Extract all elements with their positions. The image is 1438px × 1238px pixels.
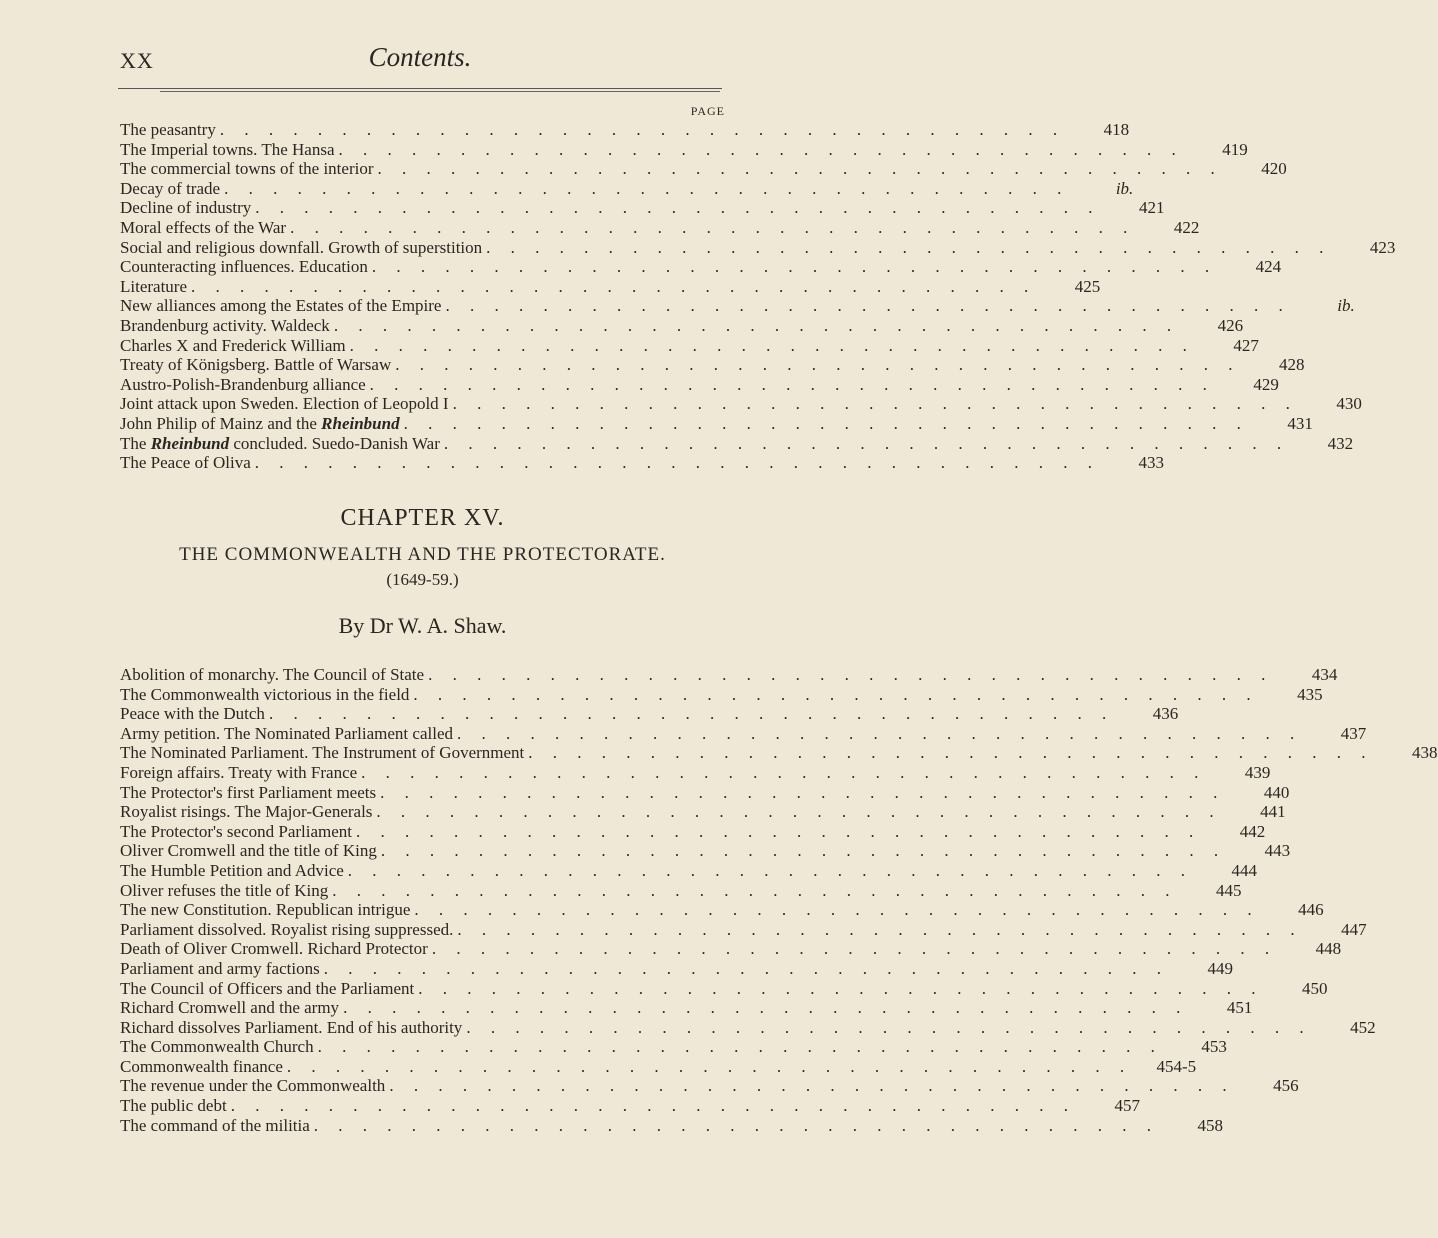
toc-entry-page: 454-5 [1156, 1056, 1197, 1076]
toc-entry-page: 452 [1350, 1017, 1376, 1037]
toc-entry [120, 139, 1248, 160]
toc-entry-title [120, 763, 357, 783]
toc-entry-title-text: The Commonwealth Church [120, 1037, 314, 1057]
toc-entry-title [120, 1018, 462, 1038]
toc-entry-page: 439 [1244, 762, 1271, 782]
toc-entry [120, 939, 1342, 959]
toc-entry [120, 919, 1367, 940]
toc-entry-title-text: Austro-Polish-Brandenburg alliance [120, 374, 366, 394]
toc-entry [120, 257, 1282, 277]
toc-entry-page: 440 [1263, 782, 1290, 802]
toc-entry [120, 217, 1200, 238]
toc-entry-title-text: Oliver refuses the title of King [120, 880, 329, 900]
toc-entry-title-text: The new Constitution. Republican intrigue [120, 900, 411, 920]
chapter-author: By Dr W. A. Shaw. [338, 613, 507, 638]
toc-entry [120, 237, 1396, 258]
toc-entry-title-text: The [120, 433, 147, 453]
dot-leader: . . . . . . . . . . . . . . . . . . . . . . . . . . . . . . . . . . . [332, 880, 1178, 900]
toc-entry-title-text: The Humble Petition and Advice [120, 860, 344, 880]
toc-entry [120, 394, 1362, 414]
toc-entry-title-text: Literature [120, 276, 188, 296]
toc-bottom [120, 665, 1438, 1135]
toc-entry-page: 436 [1152, 704, 1179, 724]
toc-entry [120, 900, 1324, 920]
toc-entry-title-text: The Peace of Oliva [120, 453, 251, 473]
toc-entry [120, 880, 1242, 901]
dot-leader: . . . . . . . . . . . . . . . . . . . . . . . . . . . . . . . . . . . [268, 704, 1115, 724]
toc-entry [120, 743, 1438, 763]
toc-entry-title-text: The command of the militia [120, 1115, 310, 1135]
dot-leader: . . . . . . . . . . . . . . . . . . . . . . . . . . . . . . . . . . . [333, 315, 1180, 335]
toc-entry-title-text: New alliances among the Estates of the Empire [120, 296, 442, 316]
dot-leader: . . . . . . . . . . . . . . . . . . . . . . . . . . . . . . . . . . . [371, 257, 1218, 277]
toc-entry-title-text: Peace with the Dutch [120, 704, 265, 724]
dot-leader: . . . . . . . . . . . . . . . . . . . . . . . . . . . . . . . . . . . [395, 355, 1241, 375]
toc-entry [120, 276, 1101, 297]
dot-leader: . . . . . . . . . . . . . . . . . . . . . . . . . . . . . . . . . . . [230, 1096, 1076, 1116]
toc-entry-title-text: Richard dissolves Parliament. End of his authority [120, 1017, 463, 1037]
toc-entry-page: 451 [1226, 998, 1253, 1018]
toc-entry-title-text: Royalist risings. The Major-Generals [120, 802, 373, 822]
toc-entry-page: 456 [1273, 1076, 1299, 1096]
dot-leader: . . . . . . . . . . . . . . . . . . . . . . . . . . . . . . . . . . . [224, 178, 1070, 198]
toc-entry-page: 425 [1074, 276, 1101, 296]
dot-leader: . . . . . . . . . . . . . . . . . . . . . . . . . . . . . . . . . . . [445, 296, 1291, 316]
toc-entry-page: 458 [1197, 1115, 1224, 1135]
toc-entry-page: 447 [1341, 919, 1367, 939]
toc-entry-title [120, 665, 424, 685]
toc-entry-page: 446 [1298, 900, 1324, 920]
dot-leader: . . . . . . . . . . . . . . . . . . . . . . . . . . . . . . . . . . . [528, 743, 1374, 763]
toc-entry [120, 374, 1279, 395]
toc-entry-page: 426 [1217, 315, 1244, 335]
toc-entry [120, 782, 1290, 803]
toc-entry-title-rest: concluded. Suedo-Danish War [233, 433, 440, 453]
dot-leader: . . . . . . . . . . . . . . . . . . . . . . . . . . . . . . . . . . . [286, 1056, 1133, 1076]
dot-leader: . . . . . . . . . . . . . . . . . . . . . . . . . . . . . . . . . . . [403, 413, 1249, 433]
toc-entry-title-text: The Nominated Parliament. The Instrument of Government [120, 743, 525, 763]
toc-entry-title-text: Death of Oliver Cromwell. Richard Protector [120, 939, 428, 959]
dot-leader: . . . . . . . . . . . . . . . . . . . . . . . . . . . . . . . . . . . [338, 139, 1184, 159]
toc-entry [120, 1056, 1197, 1077]
toc-entry-title-text: Decay of trade [120, 178, 221, 198]
toc-entry [120, 821, 1266, 842]
toc-entry-title [120, 140, 334, 160]
toc-entry-title [120, 1076, 385, 1096]
toc-entry-page: 428 [1278, 355, 1305, 375]
toc-entry-title-italic: Rheinbund [321, 413, 400, 433]
toc-entry-page: 424 [1255, 257, 1282, 277]
toc-entry-title [120, 159, 374, 179]
toc-entry-title [120, 355, 391, 375]
dot-leader: . . . . . . . . . . . . . . . . . . . . . . . . . . . . . . . . . . . [376, 802, 1222, 822]
toc-entry-title [120, 296, 441, 316]
toc-entry-page: ib. [1337, 296, 1355, 316]
page-number: XX [120, 48, 154, 73]
dot-leader: . . . . . . . . . . . . . . . . . . . . . . . . . . . . . . . . . . . [413, 684, 1259, 704]
dot-leader: . . . . . . . . . . . . . . . . . . . . . . . . . . . . . . . . . . . [369, 374, 1215, 394]
toc-entry-title-italic: Rheinbund [150, 433, 230, 453]
header-rule [118, 88, 722, 89]
toc-entry-title-text: The commercial towns of the interior [120, 159, 374, 179]
toc-entry-title [120, 414, 400, 434]
dot-leader: . . . . . . . . . . . . . . . . . . . . . . . . . . . . . . . . . . . [486, 237, 1332, 257]
toc-entry-title [120, 198, 251, 218]
toc-entry [120, 723, 1367, 744]
toc-entry-title-text: Brandenburg activity. Waldeck [120, 315, 330, 335]
toc-entry [120, 355, 1305, 375]
toc-entry-title-text: Moral effects of the War [120, 217, 287, 237]
page-title: Contents. [368, 42, 472, 72]
toc-entry-title-text: Treaty of Königsberg. Battle of Warsaw [120, 355, 392, 375]
dot-leader: . . . . . . . . . . . . . . . . . . . . . . . . . . . . . . . . . . . [414, 900, 1260, 920]
toc-entry-page: 441 [1260, 802, 1286, 822]
dot-leader: . . . . . . . . . . . . . . . . . . . . . . . . . . . . . . . . . . . [343, 998, 1189, 1018]
dot-leader: . . . . . . . . . . . . . . . . . . . . . . . . . . . . . . . . . . . [428, 665, 1274, 684]
toc-entry-title-text: Richard Cromwell and the army [120, 998, 340, 1018]
toc-entry-title-text: The public debt [120, 1096, 227, 1116]
toc-entry-title-text: The Commonwealth victorious in the field [120, 684, 410, 704]
dot-leader: . . . . . . . . . . . . . . . . . . . . . . . . . . . . . . . . . . . [356, 821, 1202, 841]
dot-leader: . . . . . . . . . . . . . . . . . . . . . . . . . . . . . . . . . . . [323, 958, 1169, 978]
toc-entry-page: 453 [1201, 1037, 1227, 1057]
toc-entry-page: 445 [1215, 880, 1242, 900]
toc-entry-page: 449 [1207, 958, 1233, 978]
toc-entry [120, 1096, 1140, 1116]
toc-entry-title-text: Counteracting influences. Education [120, 257, 368, 277]
toc-entry [120, 1017, 1376, 1038]
toc-entry-title-text: Commonwealth finance [120, 1056, 283, 1076]
toc-entry-title-text: Decline of industry [120, 198, 252, 218]
toc-entry-title [120, 120, 216, 140]
toc-entry [120, 998, 1253, 1018]
toc-entry-title [120, 822, 352, 842]
toc-entry-page: 421 [1139, 198, 1165, 218]
toc-entry-page: 450 [1302, 978, 1328, 998]
toc-entry-page: ib. [1115, 178, 1134, 198]
dot-leader: . . . . . . . . . . . . . . . . . . . . . . . . . . . . . . . . . . . [431, 939, 1278, 959]
toc-entry [120, 762, 1271, 783]
toc-entry [120, 433, 1354, 454]
toc-entry-title [120, 920, 453, 940]
toc-entry [120, 684, 1323, 705]
toc-entry-page: 448 [1315, 939, 1342, 959]
toc-entry-page: 435 [1297, 684, 1323, 704]
toc-entry-title [120, 841, 377, 861]
toc-entry [120, 159, 1287, 179]
toc-entry-page: 422 [1173, 217, 1200, 237]
toc-entry-title [120, 453, 251, 473]
toc-entry [120, 120, 1130, 140]
header-rule-secondary [160, 91, 720, 92]
toc-entry [120, 860, 1258, 881]
dot-leader: . . . . . . . . . . . . . . . . . . . . . . . . . . . . . . . . . . . [255, 198, 1101, 218]
dot-leader: . . . . . . . . . . . . . . . . . . . . . . . . . . . . . . . . . . . [452, 394, 1298, 414]
toc-entry-title-text: Charles X and Frederick William [120, 335, 346, 355]
toc-entry-title [120, 257, 368, 277]
toc-entry-title [120, 802, 372, 822]
toc-entry-title-text: The Protector's second Parliament [120, 821, 353, 841]
toc-entry-title [120, 1096, 227, 1116]
toc-entry [120, 335, 1259, 356]
toc-entry [120, 198, 1165, 218]
toc-entry-title-text: Parliament dissolved. Royalist rising suppressed. [120, 919, 454, 939]
toc-entry-title [120, 998, 339, 1018]
dot-leader: . . . . . . . . . . . . . . . . . . . . . . . . . . . . . . . . . . . [380, 841, 1227, 861]
dot-leader: . . . . . . . . . . . . . . . . . . . . . . . . . . . . . . . . . . . [457, 919, 1303, 939]
toc-entry [120, 665, 1338, 685]
toc-entry [120, 296, 1355, 316]
toc-entry [120, 453, 1164, 473]
dot-leader: . . . . . . . . . . . . . . . . . . . . . . . . . . . . . . . . . . . [219, 120, 1066, 139]
toc-entry-page: 443 [1264, 841, 1291, 861]
dot-leader: . . . . . . . . . . . . . . . . . . . . . . . . . . . . . . . . . . . [290, 217, 1136, 237]
toc-entry-title [120, 1037, 314, 1057]
chapter-dates: (1649-59.) [386, 570, 459, 589]
toc-entry-title [120, 434, 440, 454]
toc-entry [120, 704, 1179, 724]
dot-leader: . . . . . . . . . . . . . . . . . . . . . . . . . . . . . . . . . . . [349, 335, 1195, 355]
toc-entry [120, 1037, 1227, 1057]
chapter-heading: CHAPTER XV. [340, 505, 505, 531]
toc-entry-title-text: Army petition. The Nominated Parliament called [120, 723, 453, 743]
toc-entry-page: 442 [1239, 821, 1266, 841]
dot-leader: . . . . . . . . . . . . . . . . . . . . . . . . . . . . . . . . . . . [389, 1076, 1235, 1096]
toc-entry [120, 958, 1233, 979]
toc-entry-title [120, 900, 410, 920]
dot-leader: . . . . . . . . . . . . . . . . . . . . . . . . . . . . . . . . . . . [361, 762, 1207, 782]
toc-entry [120, 978, 1328, 999]
toc-entry-page: 431 [1287, 413, 1313, 433]
toc-entry-title [120, 277, 187, 297]
toc-entry-title [120, 218, 286, 238]
toc-entry-title-text: Social and religious downfall. Growth of superstition [120, 237, 483, 257]
toc-entry-page: 423 [1369, 237, 1396, 257]
toc-entry-page: 438 [1412, 743, 1438, 763]
toc-entry-title-text: Foreign affairs. Treaty with France [120, 762, 358, 782]
toc-entry-title [120, 939, 428, 959]
toc-entry [120, 841, 1291, 861]
toc-entry-title [120, 238, 482, 258]
toc-entry-title [120, 743, 524, 763]
toc-entry-page: 434 [1311, 665, 1338, 684]
page-column-header: PAGE [690, 104, 725, 118]
toc-entry-title [120, 979, 414, 999]
toc-entry-page: 418 [1103, 120, 1130, 139]
toc-entry [120, 1076, 1299, 1096]
toc-entry [120, 178, 1134, 199]
toc-entry-title-text: The Protector's first Parliament meets [120, 782, 377, 802]
toc-entry-title [120, 783, 376, 803]
toc-top [120, 104, 1396, 473]
dot-leader: . . . . . . . . . . . . . . . . . . . . . . . . . . . . . . . . . . . [418, 978, 1264, 998]
toc-entry-title-text: The Council of Officers and the Parliament [120, 978, 415, 998]
toc-entry-title [120, 724, 453, 744]
toc-entry [120, 315, 1244, 336]
toc-entry-title [120, 704, 265, 724]
toc-entry-title-text: Abolition of monarchy. The Council of State [120, 665, 425, 684]
toc-entry-page: 457 [1114, 1096, 1140, 1116]
toc-entry-page: 430 [1336, 394, 1362, 414]
dot-leader: . . . . . . . . . . . . . . . . . . . . . . . . . . . . . . . . . . . [457, 723, 1303, 743]
toc-entry-title [120, 861, 344, 881]
dot-leader: . . . . . . . . . . . . . . . . . . . . . . . . . . . . . . . . . . . [380, 782, 1226, 802]
dot-leader: . . . . . . . . . . . . . . . . . . . . . . . . . . . . . . . . . . . [191, 276, 1037, 296]
toc-entry-page: 420 [1261, 159, 1287, 179]
toc-entry-title [120, 881, 328, 901]
toc-entry-page: 432 [1327, 433, 1354, 453]
page-header [120, 42, 720, 82]
toc-entry-page: 419 [1222, 139, 1248, 159]
toc-entry-title-text: John Philip of Mainz and the [120, 413, 317, 433]
toc-entry-title-text: Parliament and army factions [120, 958, 320, 978]
toc-entry-title [120, 1057, 283, 1077]
toc-entry-title [120, 394, 449, 414]
chapter-title: THE COMMONWEALTH AND THE PROTECTORATE. [179, 544, 666, 565]
toc-entry-title-text: The peasantry [120, 120, 216, 139]
dot-leader: . . . . . . . . . . . . . . . . . . . . . . . . . . . . . . . . . . . [313, 1115, 1160, 1135]
toc-entry [120, 413, 1313, 434]
toc-entry-title [120, 336, 346, 356]
toc-entry-title-text: The Imperial towns. The Hansa [120, 139, 335, 159]
dot-leader: . . . . . . . . . . . . . . . . . . . . . . . . . . . . . . . . . . . [377, 159, 1223, 179]
toc-entry [120, 802, 1286, 822]
toc-entry-page: 437 [1340, 723, 1367, 743]
dot-leader: . . . . . . . . . . . . . . . . . . . . . . . . . . . . . . . . . . . [466, 1017, 1312, 1037]
toc-entry-title-text: The revenue under the Commonwealth [120, 1076, 386, 1096]
toc-entry-title-text: Joint attack upon Sweden. Election of Leopold I [120, 394, 449, 414]
toc-entry-title [120, 375, 366, 395]
toc-entry-title [120, 959, 320, 979]
toc-entry-page: 444 [1231, 860, 1258, 880]
toc-entry-page: 429 [1253, 374, 1279, 394]
toc-entry [120, 1115, 1224, 1136]
dot-leader: . . . . . . . . . . . . . . . . . . . . . . . . . . . . . . . . . . . [317, 1037, 1163, 1057]
toc-entry-page: 433 [1138, 453, 1164, 473]
toc-entry-page: 427 [1233, 335, 1259, 355]
dot-leader: . . . . . . . . . . . . . . . . . . . . . . . . . . . . . . . . . . . [254, 453, 1100, 473]
toc-entry-title [120, 316, 330, 336]
toc-entry-title [120, 179, 220, 199]
toc-entry-title [120, 685, 409, 705]
dot-leader: . . . . . . . . . . . . . . . . . . . . . . . . . . . . . . . . . . . [347, 860, 1194, 880]
toc-entry-title [120, 1116, 310, 1136]
dot-leader: . . . . . . . . . . . . . . . . . . . . . . . . . . . . . . . . . . . [443, 433, 1290, 453]
toc-entry-title-text: Oliver Cromwell and the title of King [120, 841, 377, 861]
